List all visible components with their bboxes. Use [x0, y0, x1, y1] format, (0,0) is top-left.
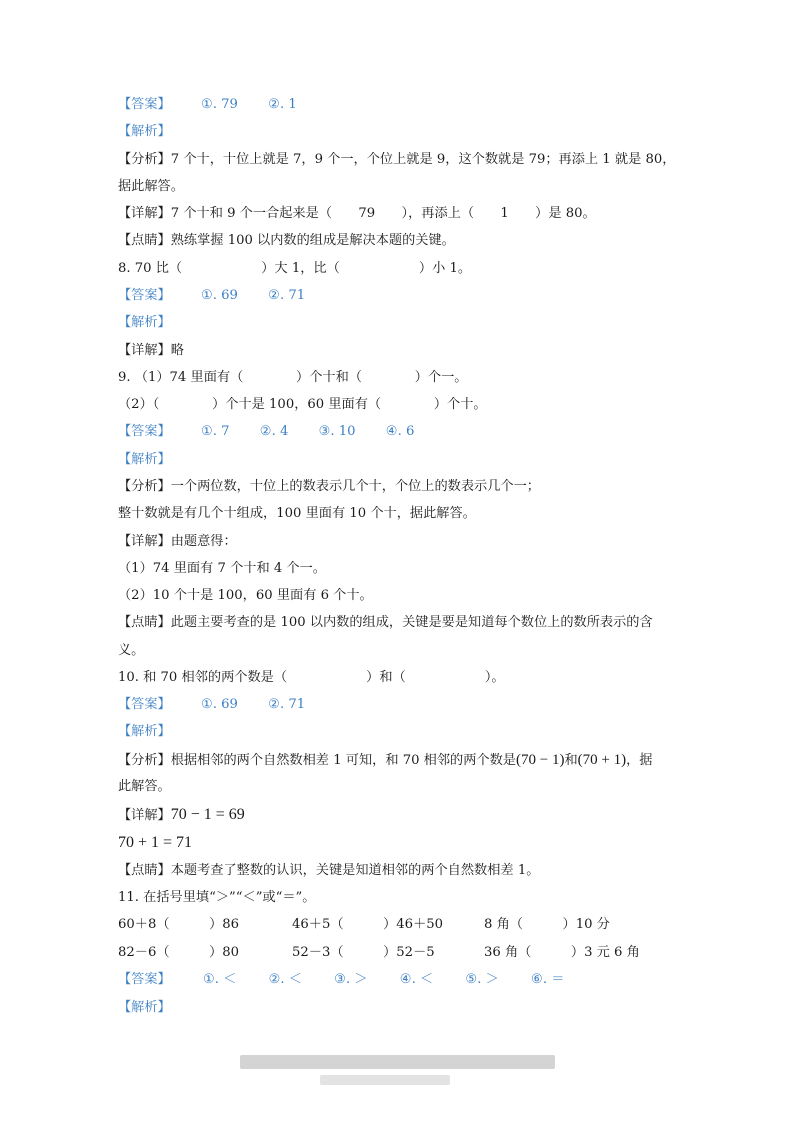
dianjing-tag: 【点睛】 — [118, 863, 171, 878]
xiangjie-tag: 【详解】 — [118, 206, 171, 221]
fenxi-text: 整十数就是有几个十组成，100 里面有 10 个十，据此解答。 — [118, 506, 476, 521]
answer-line — [118, 423, 414, 441]
xiangjie-tag: 【详解】 — [118, 808, 171, 823]
answer-tag: 【答案】 — [118, 97, 171, 112]
detail-line — [118, 806, 245, 825]
footer-watermark-sub — [320, 1075, 450, 1085]
analysis-tag: 【解析】 — [118, 315, 171, 330]
footer-watermark — [240, 1055, 555, 1069]
detail-text: （2）10 个十是 100，60 里面有 6 个十。 — [118, 588, 373, 603]
answer-item: ②. 71 — [268, 288, 306, 303]
answer-line — [118, 287, 305, 305]
compare-item: 8 角（ ）10 分 — [484, 917, 610, 932]
answer-line — [118, 971, 564, 989]
analysis-tag-line — [118, 723, 171, 741]
answer-line — [118, 696, 305, 714]
answer-item: ①. 7 — [200, 424, 230, 439]
xiangjie-tag: 【详解】 — [118, 534, 171, 549]
analysis-tag: 【解析】 — [118, 124, 171, 139]
answer-item: ②. ＜ — [268, 972, 302, 987]
key-point-line — [118, 232, 455, 250]
detail-text: （1）74 里面有 7 个十和 4 个一。 — [118, 561, 326, 576]
analysis-line — [118, 478, 540, 496]
dianjing-text: 熟练掌握 100 以内数的组成是解决本题的关键。 — [170, 233, 455, 248]
dianjing-text: 本题考查了整数的认识，关键是知道相邻的两个自然数相差 1。 — [170, 863, 540, 878]
answer-item: ②. 1 — [268, 97, 297, 112]
analysis-tag-line — [118, 451, 171, 469]
fenxi-text: 根据相邻的两个自然数相差 1 可知，和 70 相邻的两个数是 — [170, 753, 516, 768]
fenxi-tag: 【分析】 — [118, 753, 171, 768]
fenxi-text: 7 个十，十位上就是 7，9 个一，个位上就是 9，这个数就是 79；再添上 1 就是 80， — [170, 152, 676, 167]
answer-item: ③. ＞ — [334, 972, 368, 987]
fenxi-text: 据此解答。 — [118, 179, 184, 194]
analysis-tag: 【解析】 — [118, 452, 171, 467]
equation: 70 + 1 = 71 — [118, 834, 193, 851]
answer-tag: 【答案】 — [118, 697, 171, 712]
fenxi-text: ，据 — [626, 753, 653, 768]
answer-item: ①. 79 — [200, 97, 238, 112]
detail-line — [118, 560, 326, 578]
answer-tag: 【答案】 — [118, 288, 171, 303]
answer-item: ④. ＜ — [399, 972, 434, 987]
fenxi-text: 此解答。 — [118, 779, 171, 794]
key-point-line — [118, 862, 539, 880]
detail-line — [118, 533, 237, 551]
fenxi-text: 一个两位数，十位上的数表示几个十，个位上的数表示几个一； — [170, 479, 540, 494]
analysis-tag-line — [118, 314, 171, 332]
xiangjie-text: 7 个十和 9 个一合起来是（ 79 ），再添上（ 1 ）是 80。 — [170, 206, 596, 221]
analysis-line — [118, 778, 171, 796]
answer-line — [118, 96, 297, 114]
question-text: 8. 70 比（ ）大 1，比（ ）小 1。 — [118, 261, 472, 276]
analysis-tag-line — [118, 123, 171, 141]
analysis-line — [118, 151, 675, 169]
analysis-line — [118, 751, 652, 770]
answer-tag: 【答案】 — [118, 424, 171, 439]
answer-item: ①. 69 — [200, 288, 238, 303]
math-expression: (70 + 1) — [577, 752, 627, 768]
answer-item: ③. 10 — [318, 424, 356, 439]
question-8 — [118, 260, 471, 278]
question-text: 11. 在括号里填“＞”“＜”或“＝”。 — [118, 890, 316, 905]
question-text: 10. 和 70 相邻的两个数是（ ）和（ ）。 — [118, 670, 505, 685]
dianjing-text: 此题主要考查的是 100 以内数的组成，关键是要是知道每个数位上的数所表示的含 — [170, 615, 653, 630]
compare-item: 52－3（ ）52－5 — [292, 945, 435, 960]
key-point-line — [118, 614, 653, 632]
answer-item: ①. 69 — [200, 697, 238, 712]
fenxi-tag: 【分析】 — [118, 152, 171, 167]
math-expression: (70 − 1) — [516, 752, 565, 768]
question-10 — [118, 669, 505, 687]
fenxi-text: 和 — [564, 753, 578, 768]
detail-line — [118, 587, 373, 605]
analysis-tag-line — [118, 999, 171, 1017]
compare-item: 46＋5（ ）46＋50 — [292, 917, 444, 932]
question-text: （2）（ ）个十是 100，60 里面有（ ）个十。 — [118, 397, 487, 412]
answer-tag: 【答案】 — [118, 972, 171, 987]
fenxi-tag: 【分析】 — [118, 479, 171, 494]
detail-line — [118, 342, 184, 360]
equation-line — [118, 834, 192, 853]
answer-item: ⑥. ＝ — [531, 972, 565, 987]
dianjing-text: 义。 — [118, 643, 145, 658]
question-11 — [118, 889, 316, 907]
answer-item: ④. 6 — [385, 424, 415, 439]
analysis-tag: 【解析】 — [118, 724, 171, 739]
key-point-line — [118, 642, 144, 660]
answer-item: ②. 71 — [268, 697, 306, 712]
question-text: 9. （1）74 里面有（ ）个十和（ ）个一。 — [118, 370, 468, 385]
analysis-line — [118, 178, 184, 196]
xiangjie-tag: 【详解】 — [118, 343, 171, 358]
xiangjie-text: 略 — [170, 343, 184, 358]
question-9 — [118, 369, 467, 387]
compare-item: 36 角（ ）3 元 6 角 — [484, 945, 640, 960]
analysis-line — [118, 505, 476, 523]
xiangjie-text: 由题意得： — [170, 534, 237, 549]
answer-item: ⑤. ＞ — [465, 972, 499, 987]
answer-item: ①. ＜ — [202, 972, 237, 987]
dianjing-tag: 【点睛】 — [118, 233, 171, 248]
answer-item: ②. 4 — [259, 424, 289, 439]
analysis-tag: 【解析】 — [118, 1000, 171, 1015]
question-9-part-2 — [118, 396, 487, 414]
compare-item: 82－6（ ）80 — [118, 945, 240, 960]
dianjing-tag: 【点睛】 — [118, 615, 171, 630]
compare-item: 60＋8（ ）86 — [118, 917, 240, 932]
equation: 70 − 1 = 69 — [170, 806, 245, 823]
detail-line — [118, 205, 596, 223]
